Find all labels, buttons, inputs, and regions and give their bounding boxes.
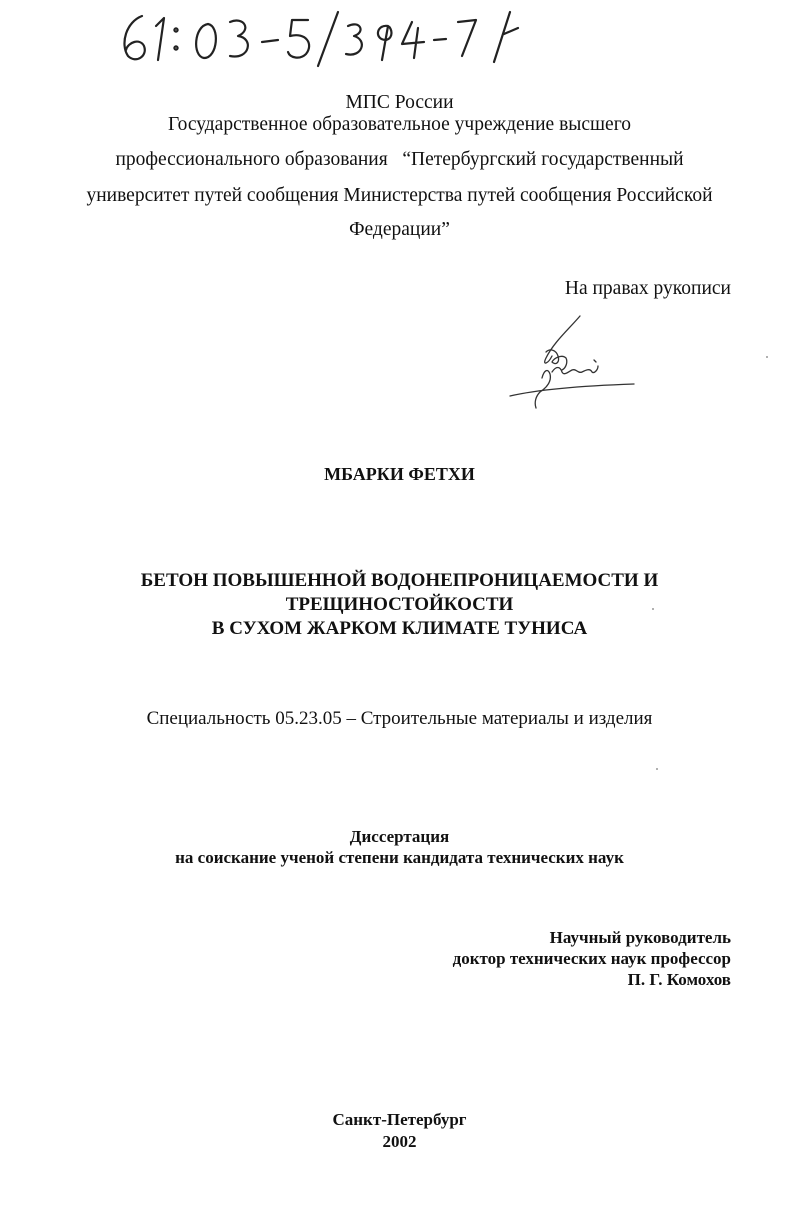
- institution-line-2: профессионального образования “Петербургский государственный: [115, 149, 684, 170]
- specialty-line: Специальность 05.23.05 – Строительные материалы и изделия: [146, 708, 653, 729]
- institution-line-4: Федерации”: [349, 219, 450, 240]
- author-signature: [506, 312, 646, 412]
- year: 2002: [382, 1132, 417, 1151]
- scan-speck: [766, 356, 768, 358]
- supervisor-role: Научный руководитель: [549, 928, 731, 947]
- supervisor-degree: доктор технических наук профессор: [452, 949, 731, 968]
- thesis-title-line-3: В СУХОМ ЖАРКОМ КЛИМАТЕ ТУНИСА: [211, 618, 588, 639]
- scan-speck: [652, 608, 654, 610]
- city: Санкт-Петербург: [332, 1110, 467, 1129]
- manuscript-rights-note: На правах рукописи: [564, 278, 731, 299]
- dissertation-purpose: на соискание ученой степени кандидата технических наук: [175, 848, 624, 867]
- thesis-title-line-1: БЕТОН ПОВЫШЕННОЙ ВОДОНЕПРОНИЦАЕМОСТИ И: [140, 570, 659, 591]
- institution-line-1: Государственное образовательное учреждение высшего: [168, 114, 631, 135]
- institution-line-3: университет путей сообщения Министерства путей сообщения Российской: [86, 185, 713, 206]
- author-name: МБАРКИ ФЕТХИ: [324, 464, 475, 484]
- ministry-name: МПС России: [345, 92, 454, 113]
- supervisor-name: П. Г. Комохов: [627, 970, 731, 989]
- scan-speck: [656, 768, 658, 770]
- dissertation-label: Диссертация: [349, 827, 450, 846]
- thesis-title-line-2: ТРЕЩИНОСТОЙКОСТИ: [285, 594, 514, 615]
- handwritten-archive-number: [112, 4, 532, 70]
